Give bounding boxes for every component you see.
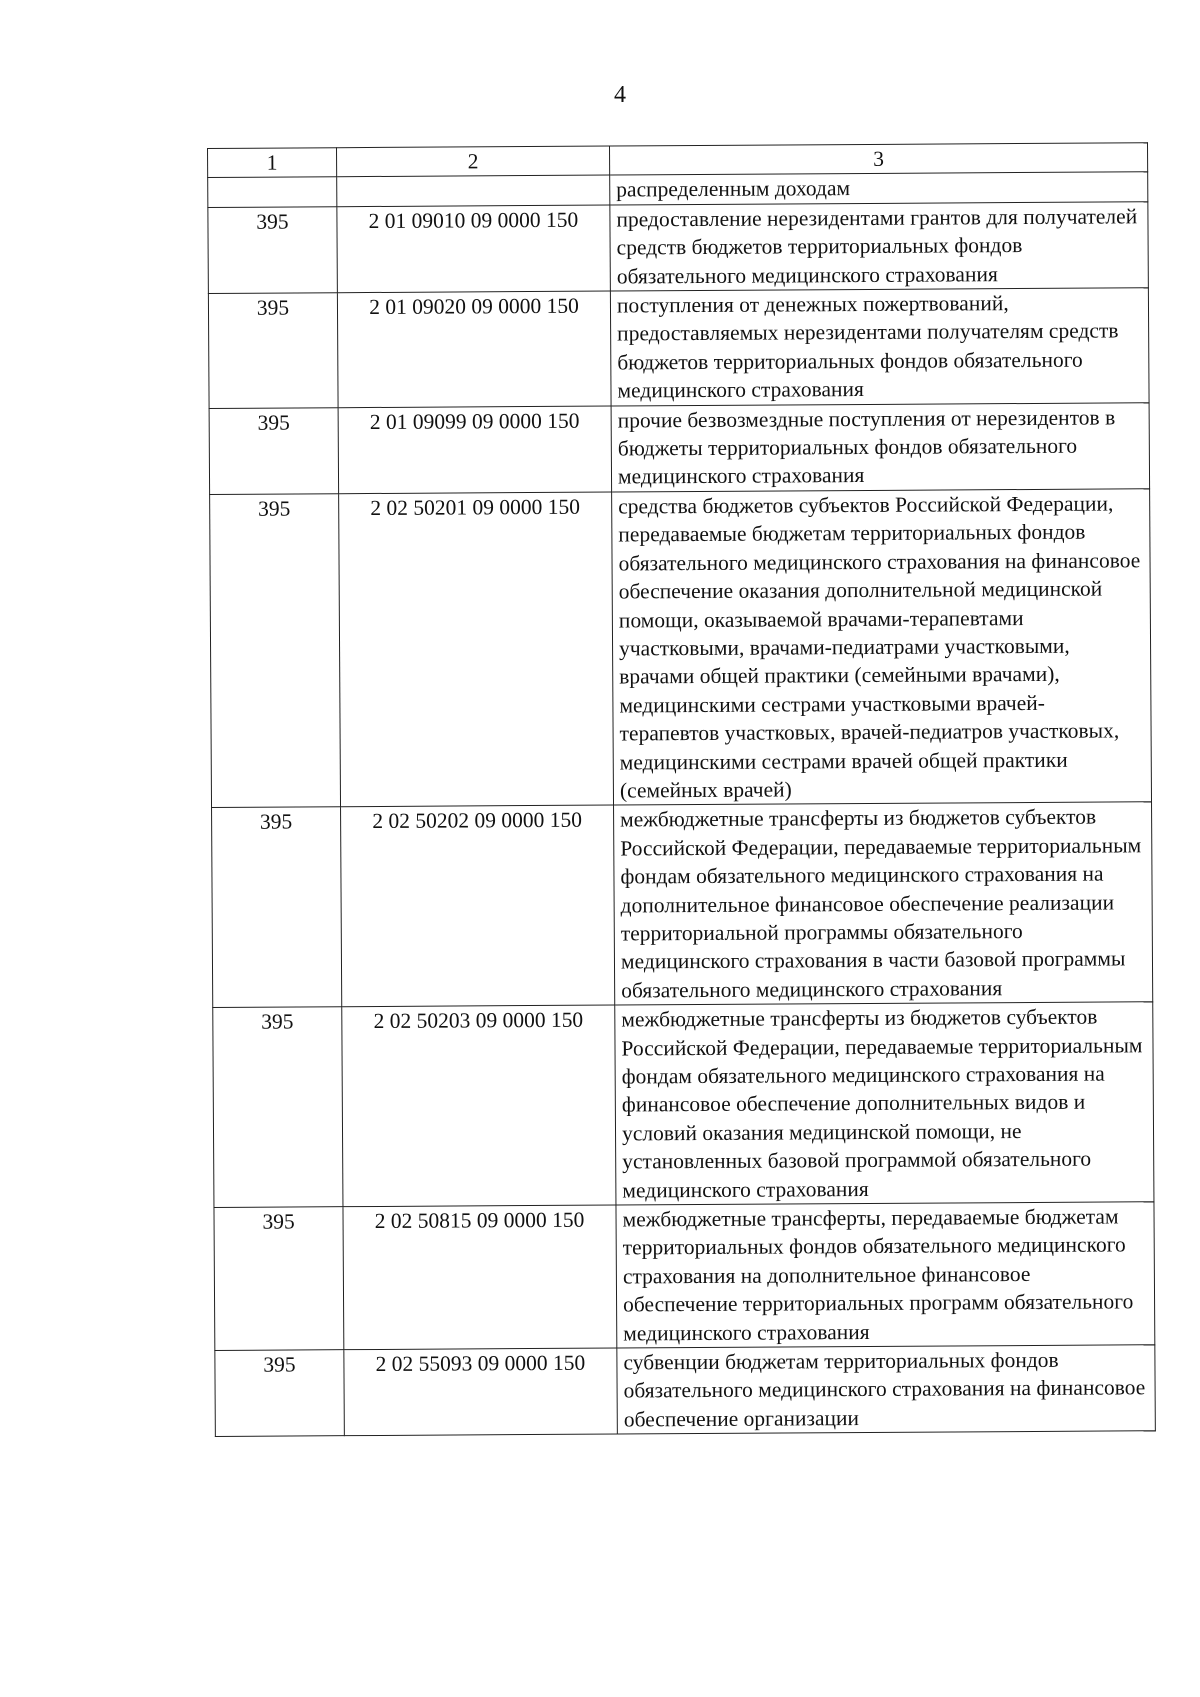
budget-codes-table bbox=[207, 142, 1156, 1437]
budget-classification-code-cell: 2 02 50815 09 0000 150 bbox=[343, 1205, 617, 1350]
admin-code-cell: 395 bbox=[214, 1207, 344, 1351]
table-row bbox=[208, 202, 1149, 294]
column-number-3: 3 bbox=[609, 143, 1147, 176]
revenue-description-cell: средства бюджетов субъектов Российской Федерации, передаваемые бюджетам территориальных фондов обязательного медицинского страхования на финансовое обеспечение оказания дополнительной медицинской помощи, оказываемой врачами-терапевтами участковыми, врачами-педиатрами участковыми, врачами общей практики (семейными врачами), медицинскими сестрами участковыми врачей-терапевтов участковых, врачей-педиатров участковых, медицинскими сестрами врачей общей практики (семейных врачей) bbox=[612, 489, 1152, 806]
table-row bbox=[208, 288, 1149, 408]
admin-code-cell: 395 bbox=[212, 807, 342, 1008]
budget-classification-code-cell: 2 02 55093 09 0000 150 bbox=[344, 1348, 618, 1436]
revenue-description-cell: межбюджетные трансферты из бюджетов субъектов Российской Федерации, передаваемые территориальным фондам обязательного медицинского страхования на дополнительное финансовое обеспечение реализации территориальной программы обязательного медицинского страхования в части базовой программы обязательного медицинского страхования bbox=[614, 802, 1153, 1005]
continuation-empty-cell-2 bbox=[337, 175, 610, 206]
revenue-description-cell: прочие безвозмездные поступления от нерезидентов в бюджеты территориальных фондов обязательного медицинского страхования bbox=[611, 402, 1150, 492]
table-row bbox=[212, 802, 1153, 1008]
budget-classification-code-cell: 2 02 50202 09 0000 150 bbox=[341, 805, 615, 1007]
admin-code-cell: 395 bbox=[208, 207, 338, 294]
revenue-description-cell: поступления от денежных пожертвований, предоставляемых нерезидентами получателям средств бюджетов территориальных фондов обязательного медицинского страхования bbox=[610, 288, 1149, 406]
column-number-1: 1 bbox=[208, 148, 337, 178]
page-number: 4 bbox=[614, 82, 626, 108]
admin-code-cell: 395 bbox=[209, 407, 339, 494]
admin-code-cell: 395 bbox=[213, 1007, 343, 1208]
admin-code-cell: 395 bbox=[208, 293, 338, 408]
budget-classification-code-cell: 2 01 09020 09 0000 150 bbox=[337, 291, 611, 407]
revenue-description-cell: субвенции бюджетам территориальных фондов обязательного медицинского страхования на финансовое обеспечение организации bbox=[617, 1345, 1156, 1435]
budget-classification-code-cell: 2 01 09099 09 0000 150 bbox=[338, 406, 612, 494]
table-row bbox=[213, 1002, 1154, 1208]
admin-code-cell: 395 bbox=[215, 1350, 345, 1437]
admin-code-cell: 395 bbox=[210, 494, 341, 808]
budget-classification-code-cell: 2 01 09010 09 0000 150 bbox=[337, 205, 611, 293]
revenue-description-cell: межбюджетные трансферты из бюджетов субъектов Российской Федерации, передаваемые территориальным фондам обязательного медицинского страхования на финансовое обеспечение дополнительных видов и условий оказания медицинской помощи, не установленных базовой программой обязательного медицинского страхования bbox=[615, 1002, 1154, 1205]
table-body bbox=[208, 143, 1156, 1437]
table-row bbox=[214, 1202, 1155, 1351]
table-row bbox=[209, 402, 1150, 494]
revenue-description-cell: межбюджетные трансферты, передаваемые бюджетам территориальных фондов обязательного медицинского страхования на дополнительное финансовое обеспечение территориальных программ обязательного медицинского страхования bbox=[616, 1202, 1155, 1348]
column-number-2: 2 bbox=[337, 146, 610, 177]
budget-classification-code-cell: 2 02 50201 09 0000 150 bbox=[339, 492, 614, 807]
continuation-text-cell: распределенным доходам bbox=[610, 172, 1148, 205]
table-row bbox=[210, 489, 1152, 808]
continuation-empty-cell-1 bbox=[208, 177, 337, 207]
budget-classification-code-cell: 2 02 50203 09 0000 150 bbox=[342, 1005, 616, 1207]
table-row bbox=[215, 1345, 1156, 1437]
revenue-description-cell: предоставление нерезидентами грантов для получателей средств бюджетов территориальных фондов обязательного медицинского страхования bbox=[610, 202, 1149, 292]
